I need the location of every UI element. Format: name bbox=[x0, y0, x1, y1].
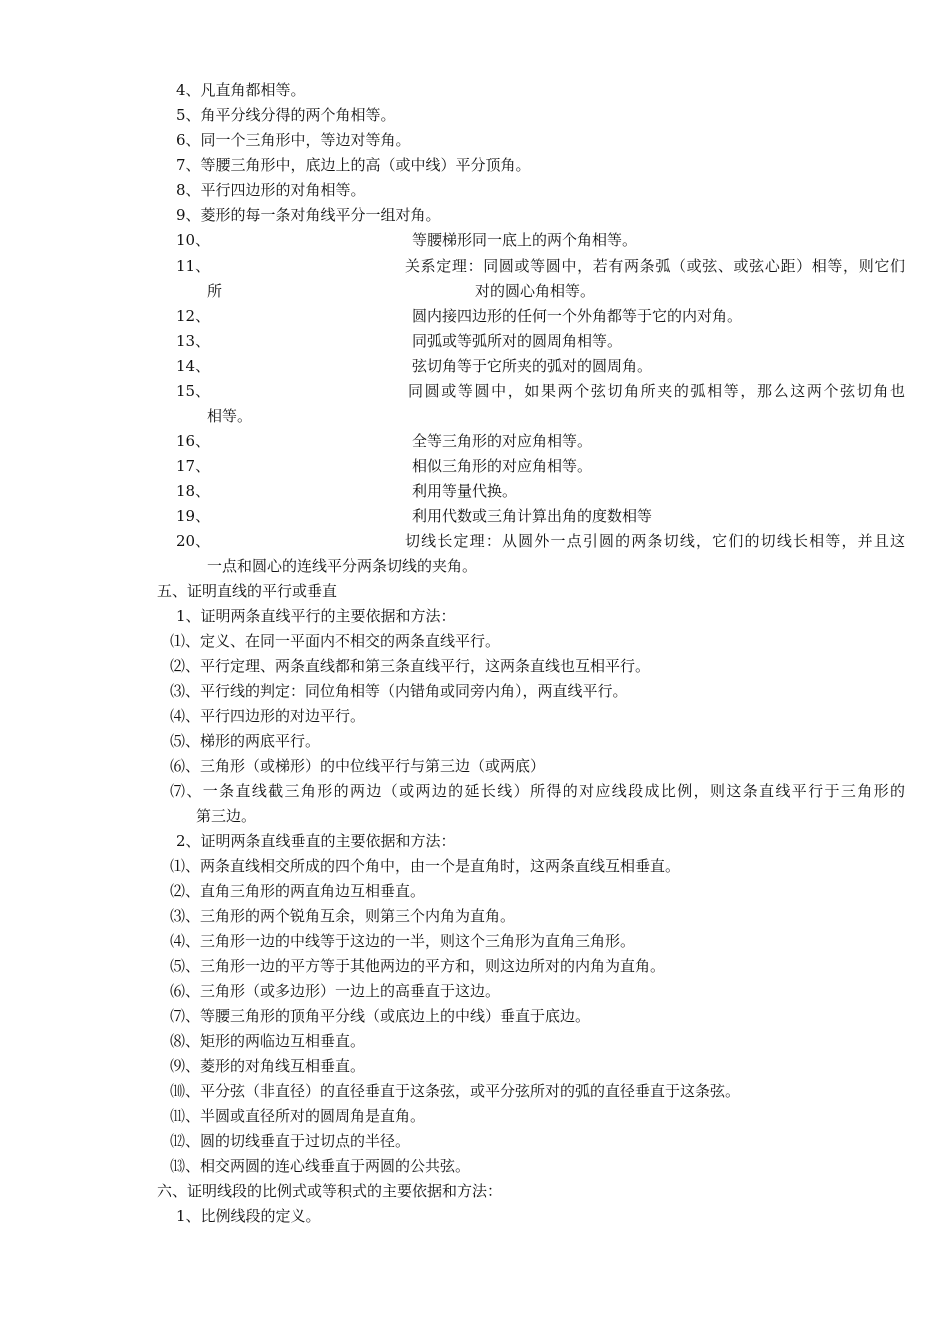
list-item: 关系定理：同圆或等圆中，若有两条弧（或弦、或弦心距）相等，则它们 bbox=[405, 257, 905, 275]
list-item-number: 16、 bbox=[176, 432, 211, 450]
list-item-number: 10、 bbox=[176, 231, 211, 249]
list-item: 相似三角形的对应角相等。 bbox=[412, 457, 593, 475]
list-item: ⑸、梯形的两底平行。 bbox=[170, 732, 321, 750]
list-item-number: 18、 bbox=[176, 482, 211, 500]
list-item: ⑴、两条直线相交所成的四个角中，由一个是直角时，这两条直线互相垂直。 bbox=[170, 857, 681, 875]
list-item-continuation: 对的圆心角相等。 bbox=[475, 282, 596, 300]
list-item-number: 20、 bbox=[176, 532, 211, 550]
list-item-number: 12、 bbox=[176, 307, 211, 325]
list-item: 同弧或等弧所对的圆周角相等。 bbox=[412, 332, 623, 350]
list-item-number: 14、 bbox=[176, 357, 211, 375]
list-item: 等腰梯形同一底上的两个角相等。 bbox=[412, 231, 638, 249]
list-item: 全等三角形的对应角相等。 bbox=[412, 432, 593, 450]
list-item: ⑺、一条直线截三角形的两边（或两边的延长线）所得的对应线段成比例，则这条直线平行于三角形的 bbox=[170, 782, 905, 800]
list-item: 4、凡直角都相等。 bbox=[176, 81, 306, 99]
list-item-number: 13、 bbox=[176, 332, 211, 350]
list-item: 5、角平分线分得的两个角相等。 bbox=[176, 106, 396, 124]
subsection-heading: 2、证明两条直线垂直的主要依据和方法： bbox=[176, 832, 456, 850]
list-item: ⑿、圆的切线垂直于过切点的半径。 bbox=[170, 1132, 411, 1150]
list-item-number: 15、 bbox=[176, 382, 211, 400]
list-item: 同圆或等圆中，如果两个弦切角所夹的弧相等，那么这两个弦切角也 bbox=[408, 382, 905, 400]
list-item: 切线长定理：从圆外一点引圆的两条切线，它们的切线长相等，并且这 bbox=[405, 532, 905, 550]
list-item: 圆内接四边形的任何一个外角都等于它的内对角。 bbox=[412, 307, 743, 325]
list-item: 9、菱形的每一条对角线平分一组对角。 bbox=[176, 206, 441, 224]
list-item: ⑷、平行四边形的对边平行。 bbox=[170, 707, 366, 725]
section-heading: 五、证明直线的平行或垂直 bbox=[157, 582, 338, 600]
list-item: 弦切角等于它所夹的弧对的圆周角。 bbox=[412, 357, 653, 375]
list-item: ⑻、矩形的两临边互相垂直。 bbox=[170, 1032, 366, 1050]
list-item: ⒀、相交两圆的连心线垂直于两圆的公共弦。 bbox=[170, 1157, 471, 1175]
list-item: 7、等腰三角形中，底边上的高（或中线）平分顶角。 bbox=[176, 156, 531, 174]
list-item-number: 19、 bbox=[176, 507, 211, 525]
list-item: ⑴、定义、在同一平面内不相交的两条直线平行。 bbox=[170, 632, 501, 650]
list-item: ⑽、平分弦（非直径）的直径垂直于这条弦，或平分弦所对的弧的直径垂直于这条弦。 bbox=[170, 1082, 741, 1100]
list-item: ⑶、三角形的两个锐角互余，则第三个内角为直角。 bbox=[170, 907, 516, 925]
list-item-continuation: 相等。 bbox=[207, 407, 253, 425]
list-item-continuation: 所 bbox=[207, 282, 223, 300]
list-item: ⑶、平行线的判定：同位角相等（内错角或同旁内角），两直线平行。 bbox=[170, 682, 628, 700]
list-item-continuation: 一点和圆心的连线平分两条切线的夹角。 bbox=[207, 557, 478, 575]
list-item: ⑹、三角形（或多边形）一边上的高垂直于这边。 bbox=[170, 982, 501, 1000]
list-item: 6、同一个三角形中，等边对等角。 bbox=[176, 131, 411, 149]
section-heading: 六、证明线段的比例式或等积式的主要依据和方法： bbox=[157, 1182, 503, 1200]
list-item-number: 11、 bbox=[176, 257, 211, 275]
list-item: 利用代数或三角计算出角的度数相等 bbox=[412, 507, 653, 525]
list-item: 利用等量代换。 bbox=[412, 482, 518, 500]
list-item: ⑵、直角三角形的两直角边互相垂直。 bbox=[170, 882, 426, 900]
list-item-number: 17、 bbox=[176, 457, 211, 475]
list-item: ⑾、半圆或直径所对的圆周角是直角。 bbox=[170, 1107, 426, 1125]
list-item: ⑸、三角形一边的平方等于其他两边的平方和，则这边所对的内角为直角。 bbox=[170, 957, 666, 975]
list-item: ⑺、等腰三角形的顶角平分线（或底边上的中线）垂直于底边。 bbox=[170, 1007, 591, 1025]
subsection-heading: 1、证明两条直线平行的主要依据和方法： bbox=[176, 607, 456, 625]
list-item: ⑹、三角形（或梯形）的中位线平行与第三边（或两底） bbox=[170, 757, 546, 775]
list-item: 8、平行四边形的对角相等。 bbox=[176, 181, 366, 199]
list-item-continuation: 第三边。 bbox=[196, 807, 257, 825]
list-item: ⑵、平行定理、两条直线都和第三条直线平行，这两条直线也互相平行。 bbox=[170, 657, 651, 675]
list-item: ⑷、三角形一边的中线等于这边的一半，则这个三角形为直角三角形。 bbox=[170, 932, 636, 950]
list-item: 1、比例线段的定义。 bbox=[176, 1207, 321, 1225]
list-item: ⑼、菱形的对角线互相垂直。 bbox=[170, 1057, 366, 1075]
